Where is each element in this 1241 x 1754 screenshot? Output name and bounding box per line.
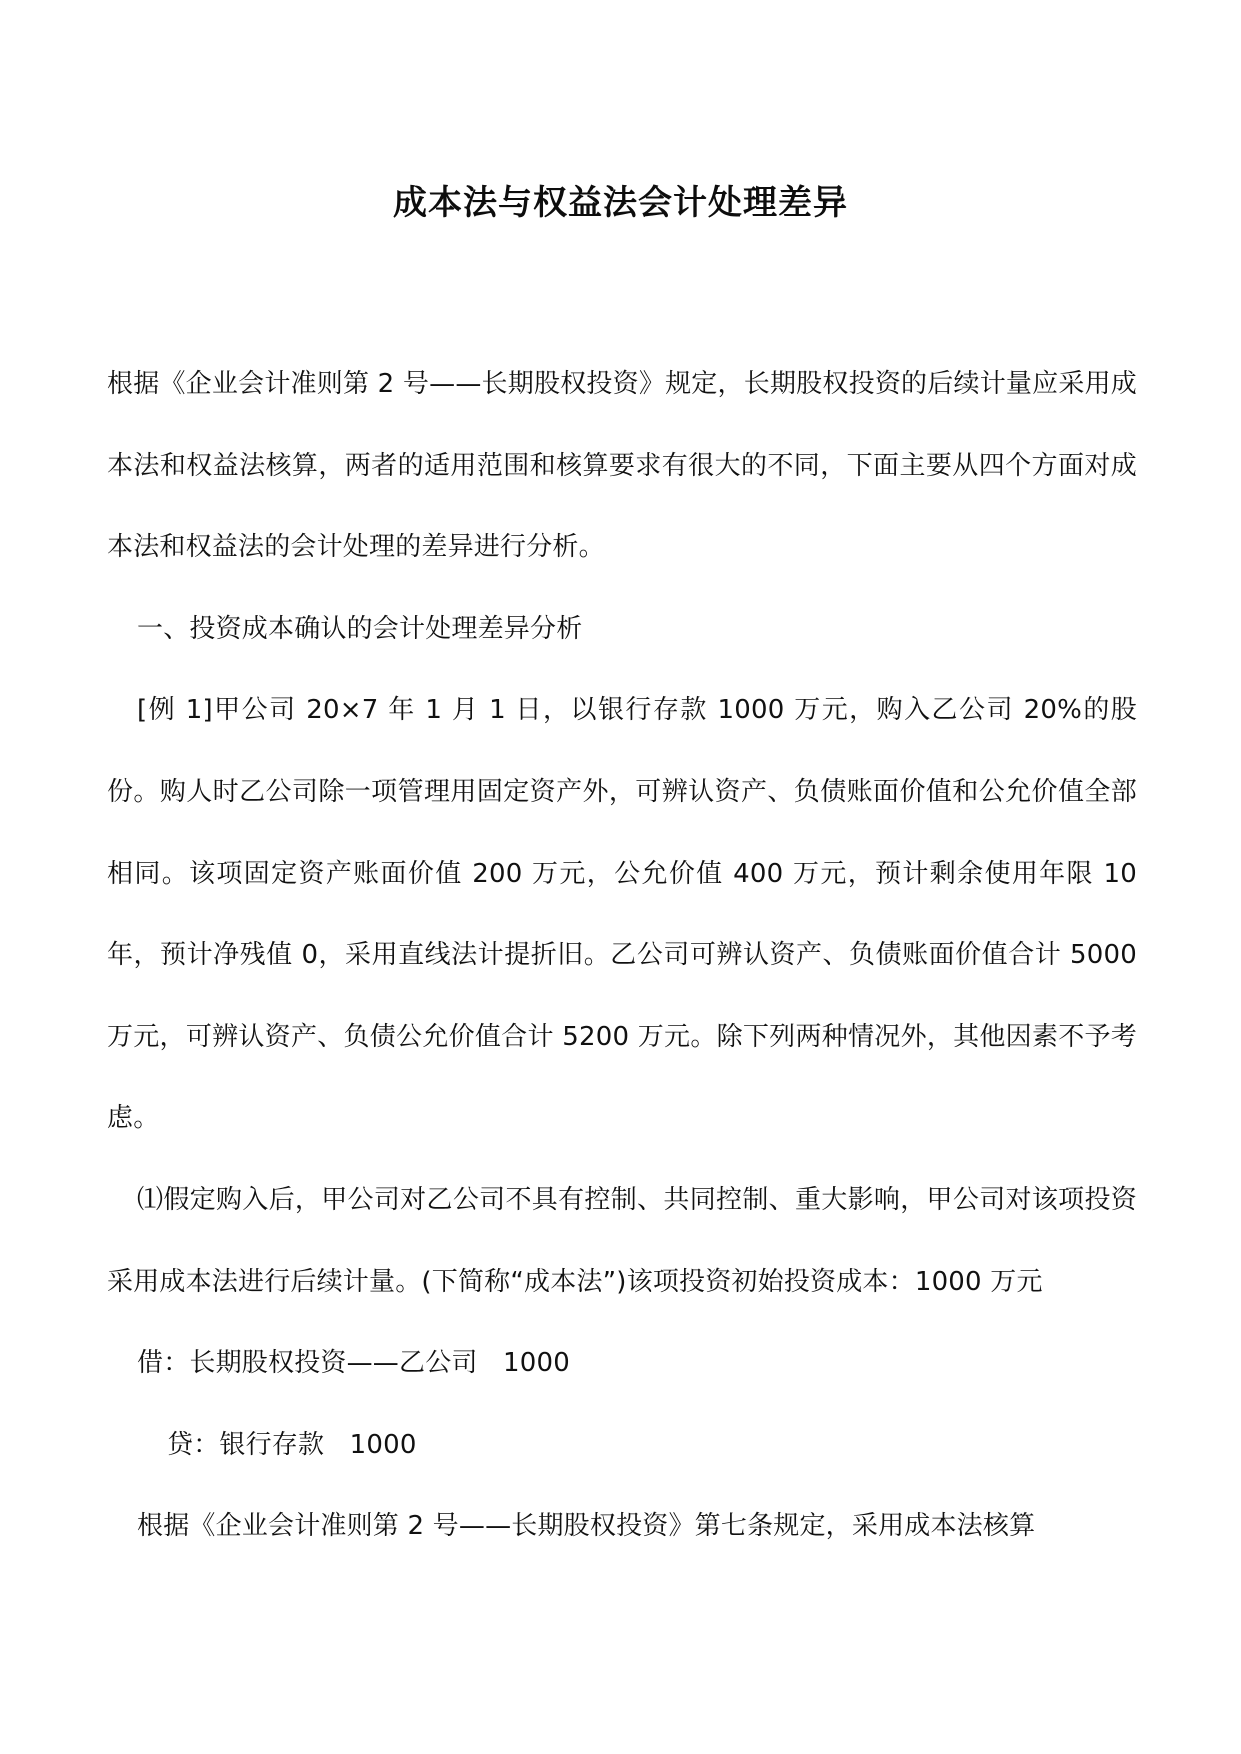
section-heading: 一、投资成本确认的会计处理差异分析: [137, 613, 583, 644]
case-one-paragraph: ⑴假定购入后，甲公司对乙公司不具有控制、共同控制、重大影响，甲公司对该项投资采用成本法进行后续计量。(下简称“成本法”)该项投资初始投资成本：1000 万元: [107, 1184, 1137, 1297]
document-title: 成本法与权益法会计处理差异: [393, 182, 848, 223]
journal-entry-credit: 贷：银行存款 1000: [167, 1429, 417, 1460]
document-body: [107, 344, 1137, 1568]
example-paragraph: [例 1]甲公司 20×7 年 1 月 1 日，以银行存款 1000 万元，购入乙公司 20%的股份。购人时乙公司除一项管理用固定资产外，可辨认资产、负债账面价值和公允价值全部相同。该项固定资产账面价值 200 万元，公允价值 400 万元，预计剩余使用年限 10 年，预计净残值 0，采用直线法计提折旧。乙公司可辨认资产、负债账面价值合计 5000 万元，可辨认资产、负债公允价值合计 5200 万元。除下列两种情况外，其他因素不予考虑。: [107, 695, 1137, 1134]
regulation-paragraph: 根据《企业会计准则第 2 号——长期股权投资》第七条规定，采用成本法核算: [137, 1511, 1036, 1542]
journal-entry-debit: 借：长期股权投资——乙公司 1000: [137, 1348, 570, 1379]
intro-paragraph: 根据《企业会计准则第 2 号——长期股权投资》规定，长期股权投资的后续计量应采用成本法和权益法核算，两者的适用范围和核算要求有很大的不同，下面主要从四个方面对成本法和权益法的会计处理的差异进行分析。: [107, 369, 1137, 563]
